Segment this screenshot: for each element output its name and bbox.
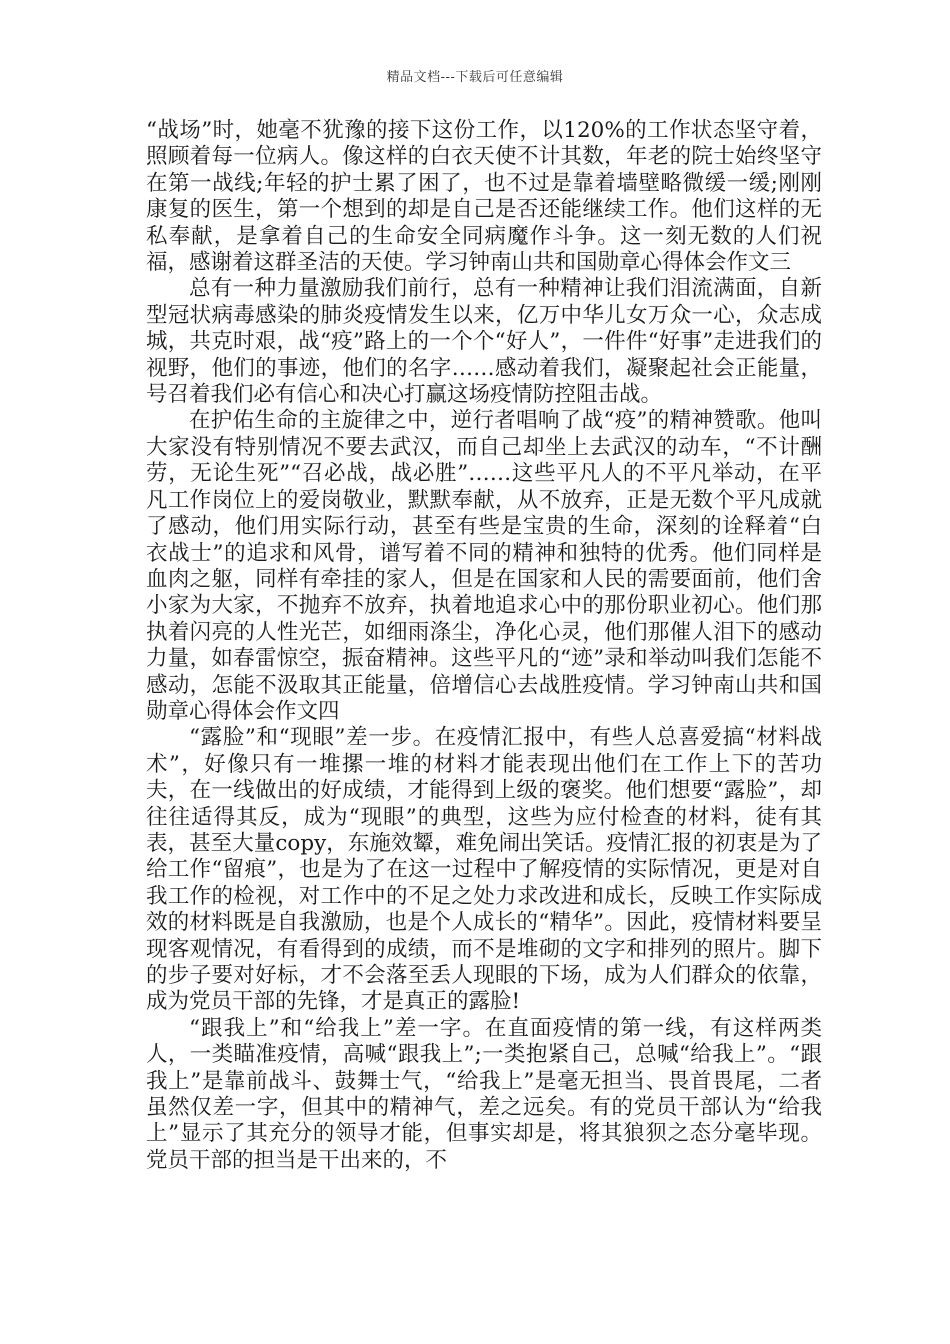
paragraph-3: 在护佑生命的主旋律之中，逆行者唱响了战“疫”的精神赞歌。他叫大家没有特别情况不要去武汉，而自己却坐上去武汉的动车，“不计酬劳，无论生死”“召必战，战必胜”……这些平凡人的不平凡举动，在平凡工作岗位上的爱岗敬业，默默奉献，从不放弃，正是无数个平凡成就了感动，他们用实际行动，甚至有些是宝贵的生命，深刻的诠释着“白衣战士”的追求和风骨，谱写着不同的精神和独特的优秀。他们同样是血肉之躯，同样有牵挂的家人，但是在国家和人民的需要面前，他们舍小家为大家，不抛弃不放弃，执着地追求心中的那份职业初心。他们那执着闪亮的人性光芒，如细雨涤尘，净化心灵，他们那催人泪下的感动力量，如春雷惊空，振奋精神。这些平凡的“迹”录和举动叫我们怎能不感动，怎能不汲取其正能量，倍增信心去战胜疫情。学习钟南山共和国勋章心得体会作文四 [146,408,822,724]
paragraph-1: “战场”时，她毫不犹豫的接下这份工作，以120%的工作状态坚守着，照顾着每一位病人。像这样的白衣天使不计其数，年老的院士始终坚守在第一战线;年轻的护士累了困了，也不过是靠着墙壁略微缓一缓;刚刚康复的医生，第一个想到的却是自己是否还能继续工作。他们这样的无私奉献，是拿着自己的生命安全同病魔作斗争。这一刻无数的人们祝福，感谢着这群圣洁的天使。学习钟南山共和国勋章心得体会作文三 [146,118,822,276]
paragraph-4: “露脸”和“现眼”差一步。在疫情汇报中，有些人总喜爱搞“材料战术”，好像只有一堆摞一堆的材料才能表现出他们在工作上下的苦功夫，在一线做出的好成绩，才能得到上级的褒奖。他们想要“露脸”，却往往适得其反，成为“现眼”的典型，这些为应付检查的材料，徒有其表，甚至大量copy，东施效颦，难免闹出笑话。疫情汇报的初衷是为了给工作“留痕”，也是为了在这一过程中了解疫情的实际情况，更是对自我工作的检视，对工作中的不足之处力求改进和成长，反映工作实际成效的材料既是自我激励，也是个人成长的“精华”。因此，疫情材料要呈现客观情况，有看得到的成绩，而不是堆砌的文字和排列的照片。脚下的步子要对好标，才不会落至丢人现眼的下场，成为人们群众的依靠，成为党员干部的先锋，才是真正的露脸! [146,725,822,1015]
paragraph-2: 总有一种力量激励我们前行，总有一种精神让我们泪流满面，自新型冠状病毒感染的肺炎疫情发生以来，亿万中华儿女万众一心，众志成城，共克时艰，战“疫”路上的一个个“好人”，一件件“好事”走进我们的视野，他们的事迹，他们的名字……感动着我们，凝聚起社会正能量，号召着我们必有信心和决心打赢这场疫情防控阻击战。 [146,276,822,408]
paragraph-5: “跟我上”和“给我上”差一字。在直面疫情的第一线，有这样两类人，一类瞄准疫情，高喊“跟我上”;一类抱紧自己，总喊“给我上”。“跟我上”是靠前战斗、鼓舞士气，“给我上”是毫无担当、畏首畏尾，二者虽然仅差一字，但其中的精神气，差之远矣。有的党员干部认为“给我上”显示了其充分的领导才能，但事实却是，将其狼狈之态分毫毕现。党员干部的担当是干出来的，不 [146,1015,822,1173]
page-header: 精品文档---下载后可任意编辑 [386,70,564,85]
document-body [146,118,822,1174]
